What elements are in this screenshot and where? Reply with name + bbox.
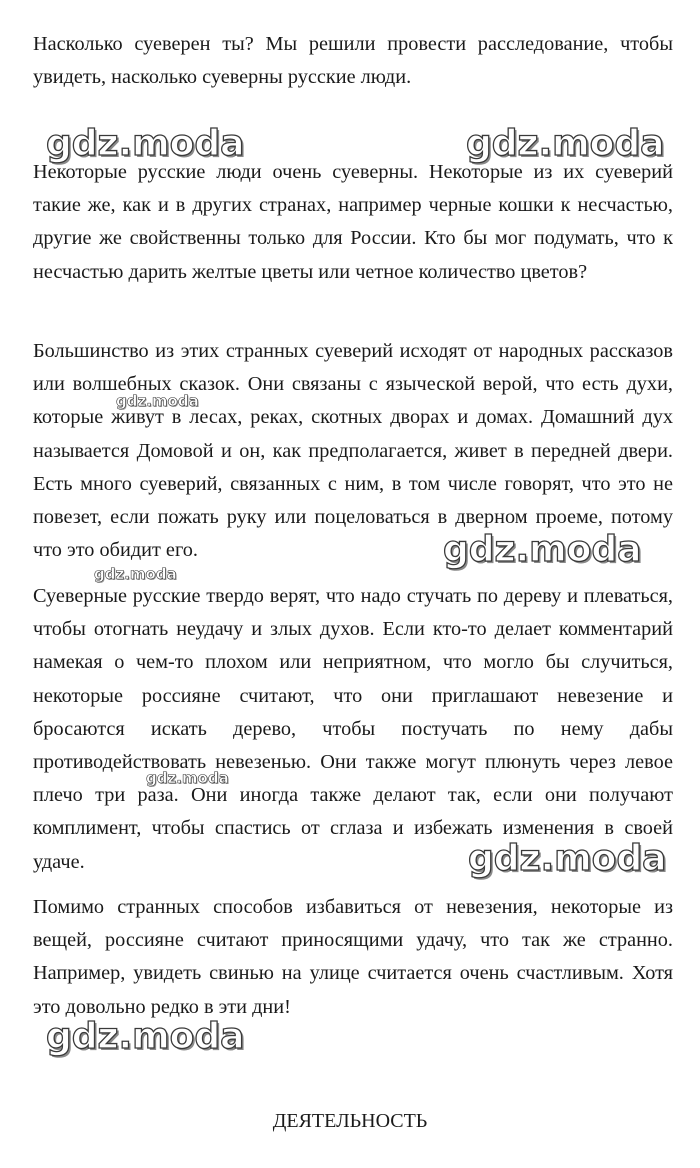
watermark: gdz.moda [443, 529, 642, 570]
watermark: gdz.moda [146, 769, 229, 787]
watermark: gdz.moda [46, 123, 245, 164]
watermark: gdz.moda [468, 838, 667, 879]
paragraph-good-luck: Помимо странных способов избавиться от невезения, некоторые из вещей, россияне считают приносящими удачу, что так же странно. Например, увидеть свинью на улице считается очень счастливым. Хотя это довольно редко в эти дни! [33, 896, 673, 1018]
watermark: gdz.moda [466, 123, 665, 164]
watermark: gdz.moda [94, 565, 177, 583]
watermark: gdz.moda [116, 392, 199, 410]
paragraph-folk-tales: Большинство из этих странных суеверий исходят от народных рассказов или волшебных сказок. Они связаны с языческой верой, что есть духи, которые живут в лесах, реках, скотных дворах и домах. Домашний дух называется Домовой и он, как предполагается, живет в передней двери. Есть много суеверий, связанных с ним, в том числе говорят, что это не повезет, если пожать руку или поцеловаться в дверном проеме, потому что это обидит его. [33, 340, 673, 562]
paragraph-intro: Насколько суеверен ты? Мы решили провести расследование, чтобы увидеть, насколько суеверны русские люди. [33, 33, 673, 89]
paragraph-knock-on-wood: Суеверные русские твердо верят, что надо стучать по дереву и плеваться, чтобы отогнать неудачу и злых духов. Если кто-то делает комментарий намекая о чем-то плохом или неприятном, что могло бы случиться, некоторые россияне считают, что они приглашают невезение и бросаются искать дерево, чтобы постучать по нему дабы противодействовать невезенью. Они также могут плюнуть через левое плечо три раза. Они иногда также делают так, если они получают комплимент, чтобы спастись от сглаза и избежать изменения в своей удаче. [33, 585, 673, 873]
watermark: gdz.moda [46, 1016, 245, 1057]
paragraph-superstitions: Некоторые русские люди очень суеверны. Некоторые из их суеверий такие же, как и в других странах, например черные кошки к несчастью, другие же свойственны только для России. Кто бы мог подумать, что к несчастью дарить желтые цветы или четное количество цветов? [33, 161, 673, 283]
section-heading: ДЕЯТЕЛЬНОСТЬ [272, 1110, 428, 1132]
